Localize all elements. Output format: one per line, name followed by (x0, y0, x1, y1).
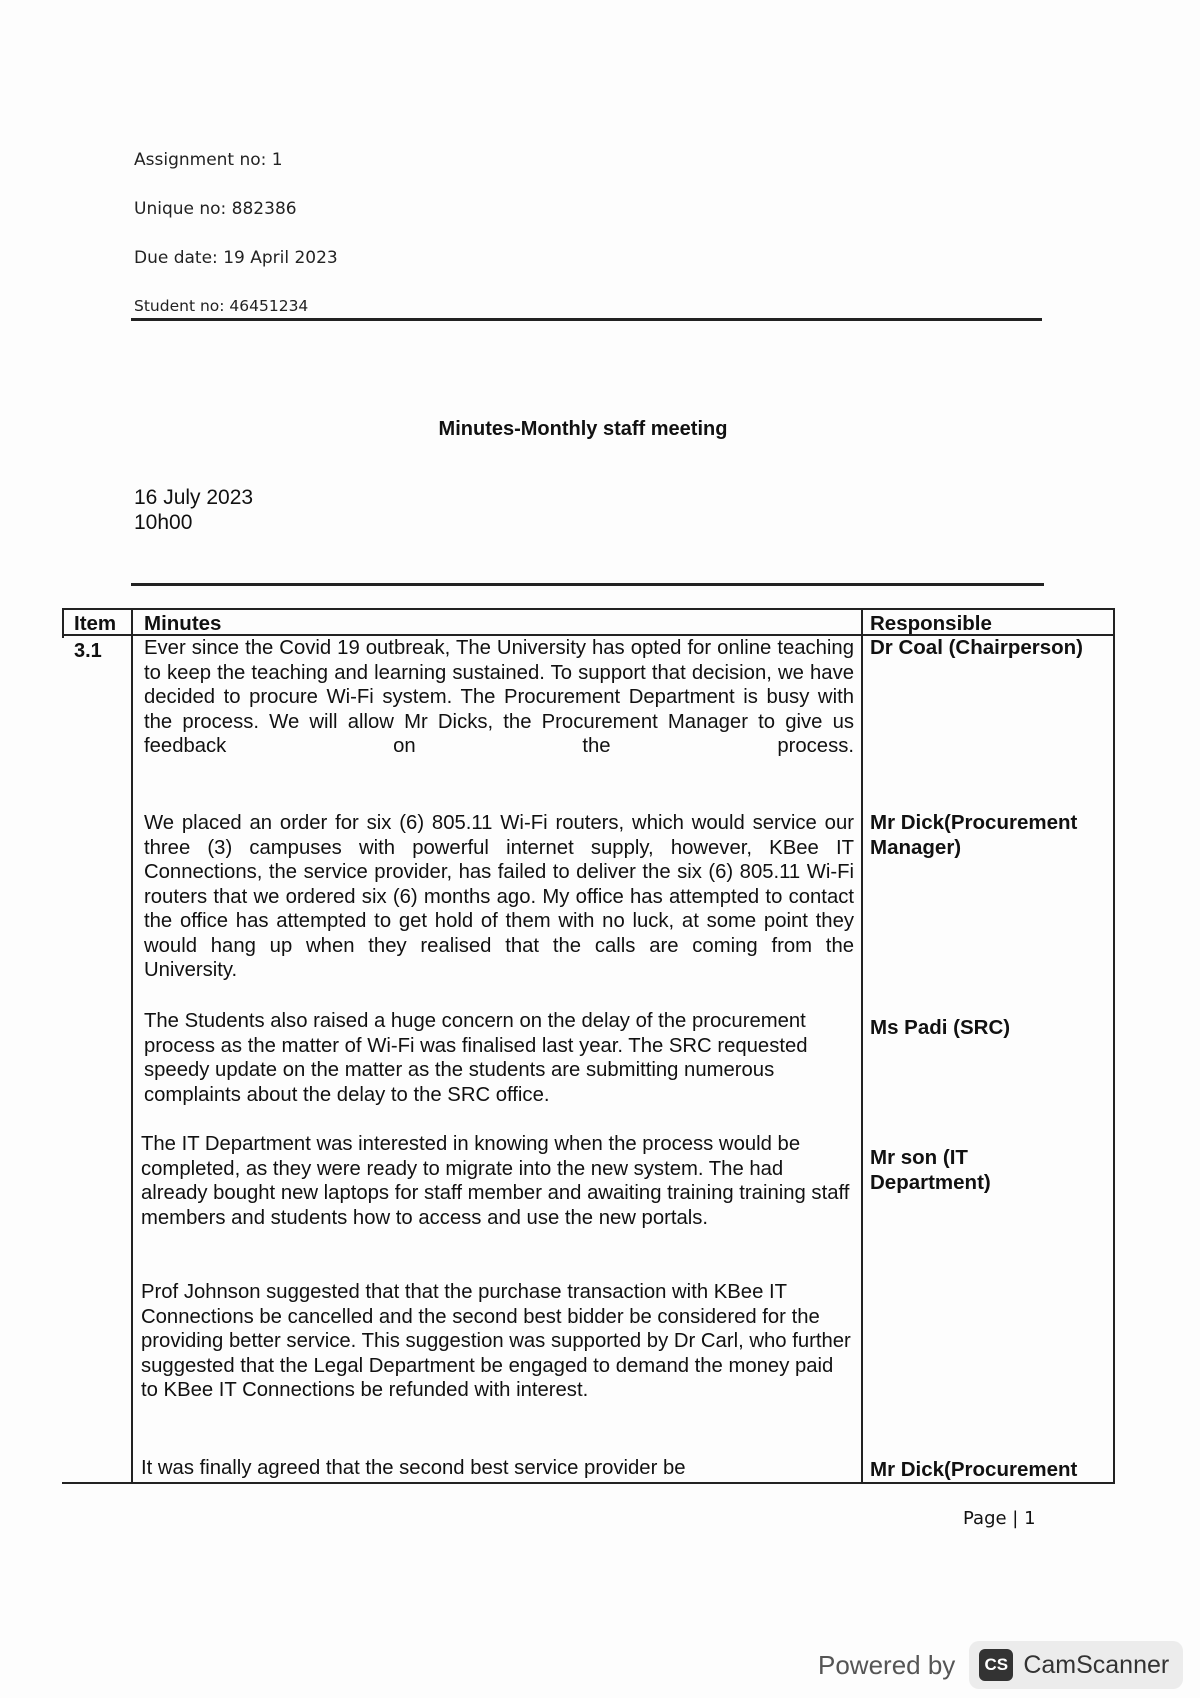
responsible-src: Ms Padi (SRC) (870, 1016, 1011, 1039)
column-header-item: Item (74, 612, 117, 635)
minutes-table (62, 608, 1115, 1484)
header-student-no: Student no: 46451234 (134, 297, 309, 315)
watermark-badge (969, 1641, 1183, 1689)
responsible-chairperson: Dr Coal (Chairperson) (870, 636, 1083, 659)
watermark-powered-by: Powered by (818, 1649, 956, 1680)
header-unique-no: Unique no: 882386 (134, 199, 297, 219)
responsible-procurement-continued: Mr Dick(Procurement (870, 1458, 1078, 1481)
meeting-time: 10h00 (134, 511, 193, 534)
table-top-border (62, 608, 1115, 610)
table-left-border (62, 608, 64, 638)
responsible-it-department: Mr son (IT Department) (870, 1146, 991, 1194)
meeting-date: 16 July 2023 (134, 486, 254, 509)
minutes-paragraph-3: The Students also raised a huge concern on the delay of the procurement process as the matter of Wi-Fi was finalised last year. The SRC requested speedy update on the matter as the students are submitting numerous complaints about the delay to the SRC office. (144, 1010, 808, 1106)
column-header-minutes: Minutes (144, 612, 222, 635)
minutes-paragraph-6: It was finally agreed that the second best service provider be (141, 1457, 686, 1479)
header-assignment-no: Assignment no: 1 (134, 150, 283, 170)
camscanner-watermark (818, 1641, 1183, 1689)
page-number: Page | 1 (963, 1508, 1036, 1529)
header-divider (131, 318, 1042, 321)
table-right-border (1113, 608, 1115, 1484)
table-col-divider-1 (131, 608, 133, 1484)
column-header-responsible: Responsible (870, 612, 992, 635)
watermark-brand: CamScanner (1023, 1650, 1170, 1679)
item-number: 3.1 (74, 640, 102, 662)
minutes-paragraph-5: Prof Johnson suggested that that the purchase transaction with KBee IT Connections be cancelled and the second best bidder be considered for the providing better service. This suggestion was supported by Dr Carl, who further suggested that the Legal Department be engaged to demand the money paid to KBee IT Connections be refunded with interest. (141, 1281, 851, 1401)
minutes-paragraph-4: The IT Department was interested in knowing when the process would be completed, as they were ready to migrate into the new system. The had already bought new laptops for staff member and awaiting training training staff members and students how to access and use the new portals. (141, 1133, 850, 1229)
header-due-date: Due date: 19 April 2023 (134, 248, 338, 268)
table-col-divider-2 (861, 608, 863, 1484)
title-divider (131, 583, 1044, 586)
minutes-paragraph-1: Ever since the Covid 19 outbreak, The University has opted for online teaching to keep the teaching and learning sustained. To support that decision, we have decided to procure Wi-Fi system. The Procurement Department is busy with the process. We will allow Mr Dicks, the Procurement Manager to give us feedback on the process. (144, 637, 854, 757)
minutes-paragraph-2: We placed an order for six (6) 805.11 Wi-Fi routers, which would service our three (3) campuses with powerful internet supply, however, KBee IT Connections, the service provider, has failed to deliver the six (6) 805.11 Wi-Fi routers that we ordered six (6) months ago. My office has attempted to contact the office has attempted to get hold of them with no luck, at some point they would hang up when they realised that the calls are coming from the University. (144, 812, 854, 981)
camscanner-logo-icon: CS (979, 1649, 1013, 1681)
page-title: Minutes-Monthly staff meeting (438, 418, 728, 440)
responsible-procurement-manager: Mr Dick(Procurement Manager) (870, 811, 1078, 859)
